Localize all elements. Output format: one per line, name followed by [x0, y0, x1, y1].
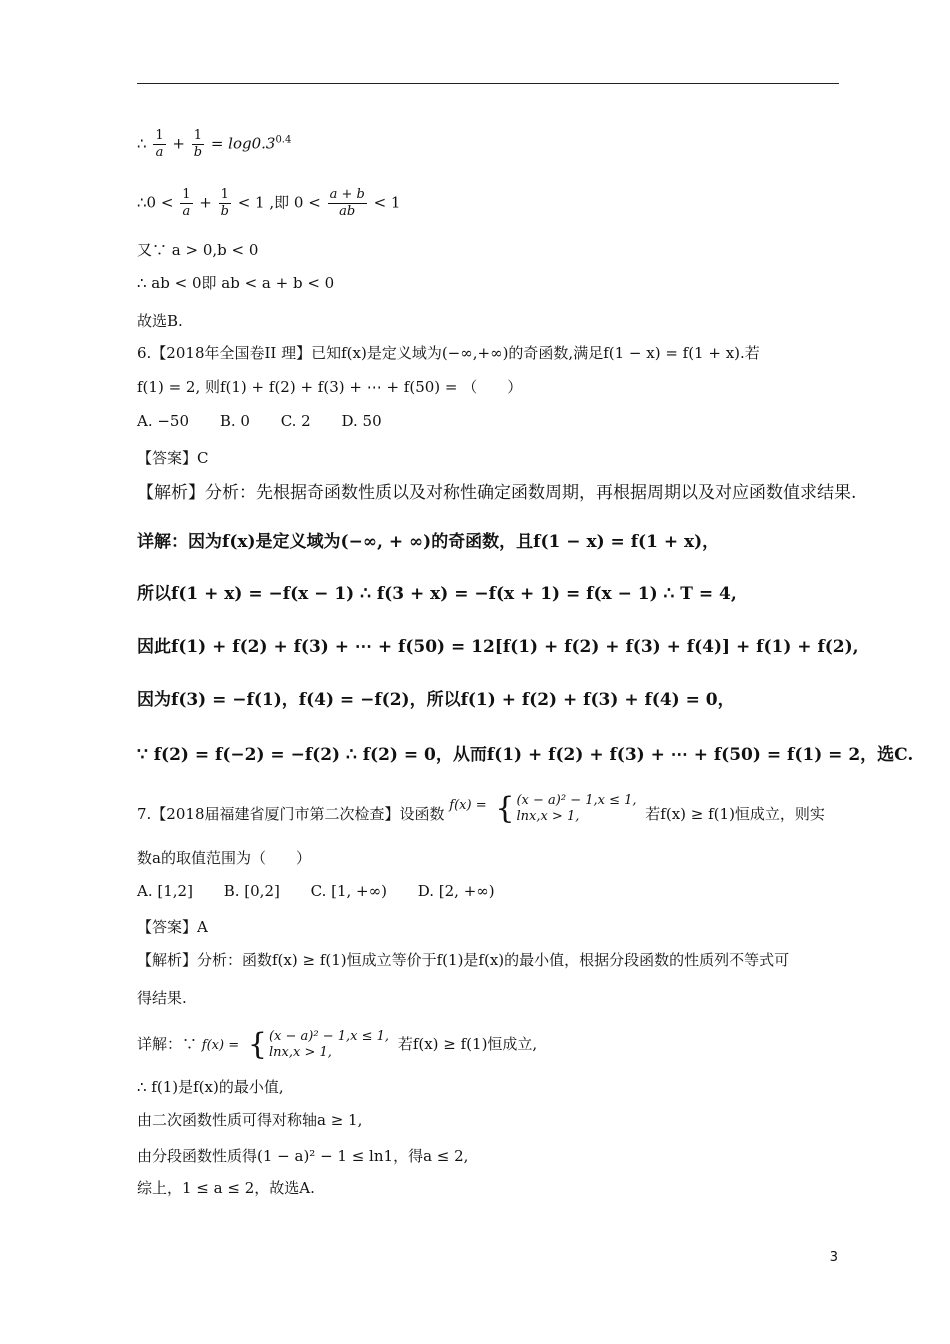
question-7-detail-4: 由分段函数性质得(1 − a)² − 1 ≤ ln1，得a ≤ 2, — [137, 1147, 469, 1165]
question-6-stem: 6.【2018年全国卷II 理】已知f(x)是定义域为(−∞,+∞)的奇函数,满足f(1 − x) = f(1 + x).若 — [137, 344, 760, 362]
text-line: 故选B. — [137, 312, 183, 330]
question-6-detail-3: 因此f(1) + f(2) + f(3) + ⋯ + f(50) = 12[f(1) + f(2) + f(3) + f(4)] + f(1) + f(2), — [137, 637, 859, 657]
option-a: A. −50 — [137, 412, 190, 430]
question-6-answer: 【答案】C — [137, 449, 209, 467]
piecewise-function: { (x − a)² − 1,x ≤ 1, lnx,x > 1, — [495, 791, 637, 826]
question-7-stem-2: 数a的取值范围为（ ） — [137, 849, 311, 867]
text-line: ∴ ab < 0即 ab < a + b < 0 — [137, 274, 335, 292]
question-7-detail-2: ∴ f(1)是f(x)的最小值, — [137, 1078, 284, 1096]
therefore-symbol: ∴ — [137, 134, 147, 153]
header-rule — [137, 83, 839, 84]
question-6-options — [137, 411, 408, 431]
fraction: $\frac{1}{b}$ — [220, 187, 229, 219]
option-d: D. 50 — [341, 412, 382, 430]
option-c: C. [1, +∞) — [310, 882, 387, 900]
question-6-analysis: 【解析】分析：先根据奇函数性质以及对称性确定函数周期，再根据周期以及对应函数值求结果. — [137, 483, 857, 503]
question-7-detail-5: 综上，1 ≤ a ≤ 2，故选A. — [137, 1179, 315, 1197]
question-6-detail-5: ∵ f(2) = f(−2) = −f(2) ∴ f(2) = 0，从而f(1) + f(2) + f(3) + ⋯ + f(50) = f(1) = 2，选C. — [137, 745, 914, 765]
math-line-2: ∴0 < $\frac{1}{a}$ + $\frac{1}{b}$ < 1 ,即 0 < $\frac{a + b}{ab}$ < 1 — [137, 187, 401, 219]
question-6-detail-1: 详解：因为f(x)是定义域为(−∞, + ∞)的奇函数，且f(1 − x) = f(1 + x)， — [137, 532, 720, 552]
fraction: $\frac{1}{a}$ — [182, 187, 191, 219]
question-7-stem: 7.【2018届福建省厦门市第二次检查】设函数 f(x) = { (x − a)² − 1,x ≤ 1, lnx,x > 1, 若f(x) ≥ f(1)恒成立，则实 — [137, 791, 825, 826]
fraction: $\frac{1}{b}$ — [193, 128, 203, 160]
question-7-answer: 【答案】A — [137, 918, 208, 936]
question-7-analysis-2: 得结果. — [137, 989, 187, 1007]
option-b: B. [0,2] — [223, 882, 280, 900]
question-7-analysis: 【解析】分析：函数f(x) ≥ f(1)恒成立等价于f(1)是f(x)的最小值，根据分段函数的性质列不等式可 — [137, 951, 790, 969]
question-7-detail-1: 详解：∵ f(x) = { (x − a)² − 1,x ≤ 1, lnx,x > 1, 若f(x) ≥ f(1)恒成立, — [137, 1027, 538, 1062]
question-6-detail-2: 所以f(1 + x) = −f(x − 1) ∴ f(3 + x) = −f(x + 1) = f(x − 1) ∴ T = 4, — [137, 584, 737, 604]
fraction: $\frac{a + b}{ab}$ — [329, 187, 365, 219]
option-b: B. 0 — [219, 412, 250, 430]
question-7-options — [137, 881, 521, 901]
option-d: D. [2, +∞) — [417, 882, 495, 900]
question-7-detail-3: 由二次函数性质可得对称轴a ≥ 1, — [137, 1111, 363, 1129]
page-number: 3 — [829, 1250, 838, 1265]
question-6-detail-4: 因为f(3) = −f(1)，f(4) = −f(2)，所以f(1) + f(2) + f(3) + f(4) = 0， — [137, 690, 735, 710]
piecewise-function: { (x − a)² − 1,x ≤ 1, lnx,x > 1, — [247, 1027, 390, 1062]
text-line: 又∵ a > 0,b < 0 — [137, 241, 259, 259]
option-a: A. [1,2] — [137, 882, 193, 900]
math-line-1: ∴ $\frac{1}{a}$ + $\frac{1}{b}$ = $\log 0.3^{0.4}$ — [137, 128, 292, 160]
question-6-stem-2: f(1) = 2, 则f(1) + f(2) + f(3) + ⋯ + f(50) = （ ） — [137, 378, 523, 396]
option-c: C. 2 — [280, 412, 311, 430]
fraction: $\frac{1}{a}$ — [155, 128, 164, 160]
